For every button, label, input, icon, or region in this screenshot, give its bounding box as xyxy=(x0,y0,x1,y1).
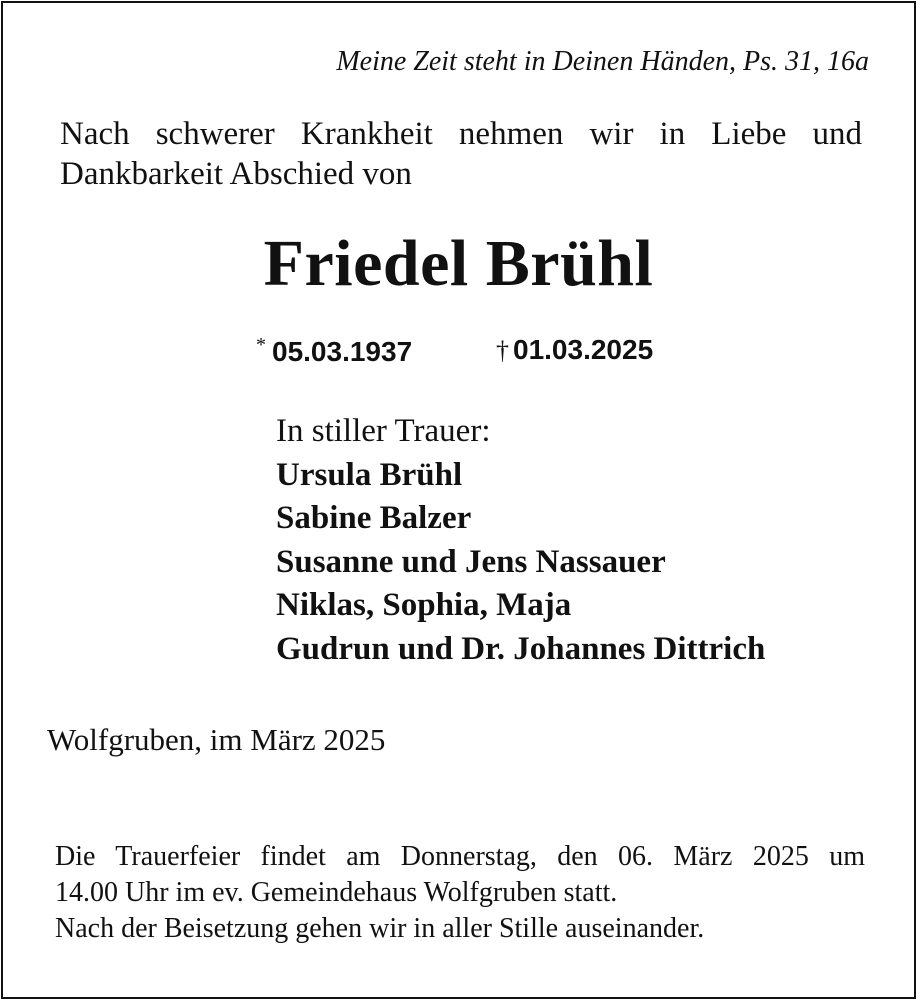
place-and-date: Wolfgruben, im März 2025 xyxy=(47,722,386,757)
mourners-heading: In stiller Trauer: xyxy=(276,413,491,449)
death-date xyxy=(496,334,653,366)
mourner-name: Sabine Balzer xyxy=(276,500,472,536)
mourner-name: Susanne und Jens Nassauer xyxy=(276,543,666,580)
bible-verse: Meine Zeit steht in Deinen Händen, Ps. 31, 16a xyxy=(336,46,869,77)
service-line-1: Die Trauerfeier findet am Donnerstag, den 06. März 2025 um xyxy=(55,841,865,872)
intro-line-1: Nach schwerer Krankheit nehmen wir in Liebe und xyxy=(60,116,862,152)
intro-line-2: Dankbarkeit Abschied von xyxy=(60,156,412,192)
mourner-name: Gudrun und Dr. Johannes Dittrich xyxy=(276,630,766,667)
service-info xyxy=(55,839,865,947)
mourners-block xyxy=(276,410,765,671)
intro-text xyxy=(60,114,862,194)
death-date-value: 01.03.2025 xyxy=(513,334,654,365)
mourner-name: Ursula Brühl xyxy=(276,456,463,493)
deceased-name: Friedel Brühl xyxy=(263,227,654,300)
birth-star-icon: * xyxy=(256,334,266,356)
birth-date-value: 05.03.1937 xyxy=(272,336,413,367)
birth-date xyxy=(256,334,412,368)
service-line-2: 14.00 Uhr im ev. Gemeindehaus Wolfgruben statt. xyxy=(55,877,618,908)
mourner-name: Niklas, Sophia, Maja xyxy=(276,587,572,623)
service-line-3: Nach der Beisetzung gehen wir in aller Stille auseinander. xyxy=(55,913,705,944)
death-cross-icon: † xyxy=(496,336,509,365)
